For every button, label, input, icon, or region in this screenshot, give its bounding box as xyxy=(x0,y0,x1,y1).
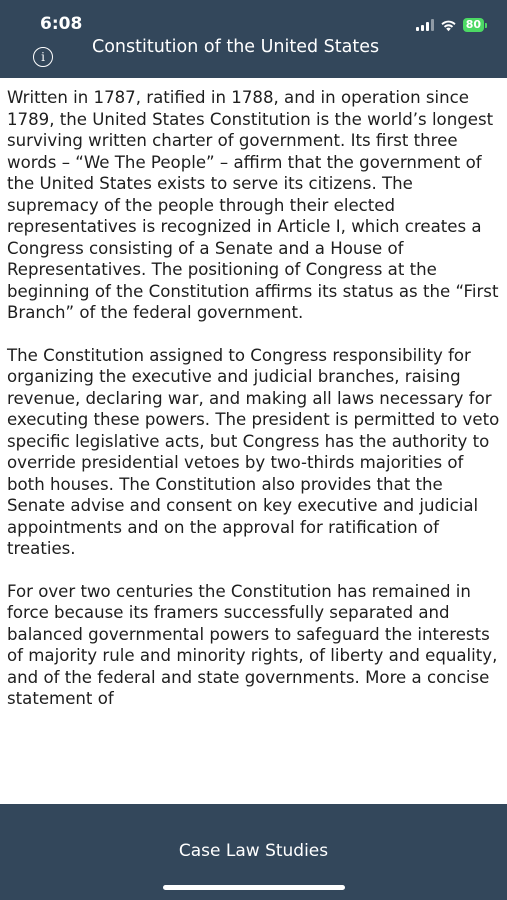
info-icon: i xyxy=(41,50,45,64)
status-icons xyxy=(416,15,487,35)
article-paragraph: The Constitution assigned to Congress responsibility for organizing the executive and judicial branches, raising revenue, declaring war, and making all laws necessary for executing these powers. The president is permitted to veto specific legislative acts, but Congress has the authority to override presidential vetoes by two-thirds majorities of both houses. The Constitution also provides that the Senate advise and consent on key executive and judicial appointments and on the approval for ratification of treaties. xyxy=(7,345,500,558)
case-law-studies-button[interactable]: Case Law Studies xyxy=(178,841,329,861)
article-paragraph: For over two centuries the Constitution has remained in force because its framers successfully separated and balanced governmental powers to safeguard the interests of majority rule and minority rights, of liberty and equality, and of the federal and state governments. More a concise statement of xyxy=(7,581,498,708)
battery-level: 80 xyxy=(463,18,484,32)
info-button[interactable] xyxy=(33,47,53,67)
battery-icon xyxy=(463,18,487,32)
wifi-icon xyxy=(440,19,457,32)
article-content[interactable] xyxy=(0,78,507,804)
cellular-signal-icon xyxy=(416,19,434,31)
page-title: Constitution of the United States xyxy=(92,37,380,57)
article-paragraph: Written in 1787, ratified in 1788, and in operation since 1789, the United States Constitution is the world’s longest surviving written charter of government. Its first three words – “We The People” – affirm that the government of the United States exists to serve its citizens. The supremacy of the people through their elected representatives is recognized in Article I, which creates a Congress consisting of a Senate and a House of Representatives. The positioning of Congress at the beginning of the Constitution affirms its status as the “First Branch” of the federal government. xyxy=(7,88,499,322)
home-indicator[interactable] xyxy=(163,885,345,890)
navigation-bar xyxy=(0,0,507,78)
status-time: 6:08 xyxy=(40,14,83,34)
